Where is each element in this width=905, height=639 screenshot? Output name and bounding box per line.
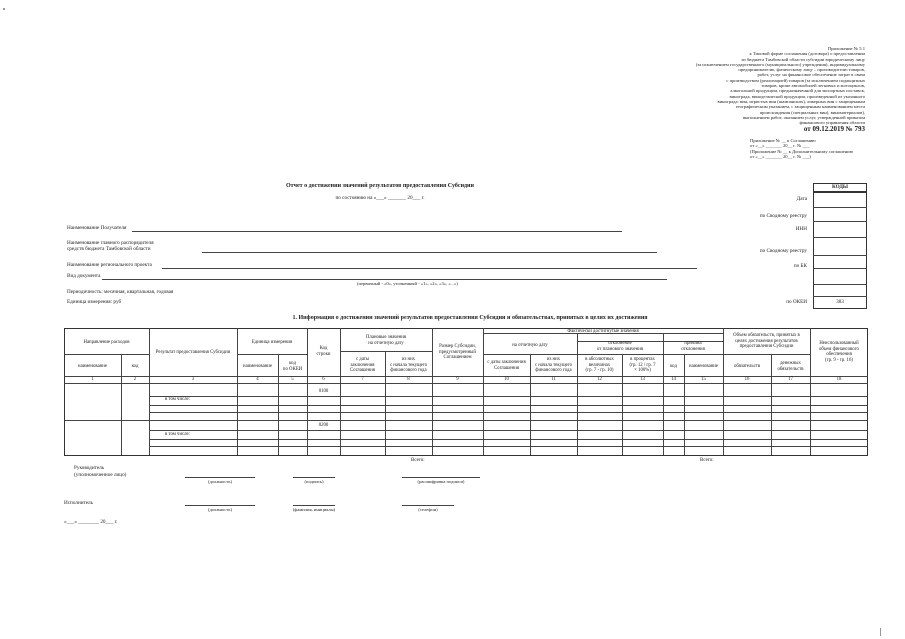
total-label: Всего: [700,458,714,463]
body-row-line [149,405,484,406]
h-linecode-1: Код [319,346,328,351]
h-unused [810,341,868,363]
h-plan-b1: из них [401,357,416,362]
col-number: 18 [836,377,842,382]
h-linecode [307,346,340,357]
body-row-line [483,439,868,440]
col-number: 6 [322,377,325,382]
label-svodny2: по Сводному реестру [759,248,807,254]
exec-line-fio [293,505,335,506]
h-plan-a3: Соглашения [349,368,375,374]
h-reason-1: причина [684,341,702,346]
attachment-line: (Приложение № __ к Дополнительному соглашению [750,148,854,154]
h-unit-okei-1: код [289,361,296,366]
attachment-block [750,138,870,159]
h-dev-a2: величинах [588,362,611,368]
code-cell-divider [813,284,867,285]
gr-line [202,252,657,253]
h-dev [577,341,663,352]
h-result: Результат предоставления Субсидии [155,350,231,355]
h-reason-name: наименование [689,364,718,369]
h-dev-1: отклонение [608,341,632,346]
total-label: Всего: [411,458,425,463]
h-unit: Единица измерения [251,340,293,345]
including-label: в том числе: [165,432,191,437]
sig-line-position [185,477,255,478]
label-project: Наименование регионального проекта [67,262,152,268]
h-dev-b1: в процентах [630,357,655,362]
col-number: 1 [91,377,94,382]
col-line [149,328,150,455]
appendix-line: алкогольной продукции, предназначенной для экспортных поставок, [730,88,865,94]
h-obl-b1: денежных [780,361,801,366]
h-fact: Фактически достигнутые значения [567,329,639,334]
h-plan-b [385,357,432,374]
code-cell-divider [813,207,867,208]
h-plan-b2: с начала текущего [389,362,428,368]
col-number: 17 [788,377,793,382]
h-linecode-2: строки [316,351,331,357]
h-size-2: предусмотренный [439,349,476,355]
h-plan-a2: заключения [350,362,375,368]
h-size [432,344,483,361]
h-size-3: Соглашением [443,355,472,361]
sig-executor: Исполнитель [64,500,94,506]
row-code: 0100 [318,389,329,394]
h-dev-b3: × 100%) [634,368,651,374]
h-plan-a1: с даты [355,357,370,362]
h-plan-a [340,357,385,374]
exec-line-position [185,505,255,506]
label-doc-type: Вид документа [67,273,101,279]
sig-line-signature [293,477,335,478]
h-obl-a: обязательств [733,364,761,369]
label-okei: по ОКЕИ [786,299,807,305]
col-number: 2 [133,377,137,382]
scan-mark [3,8,5,10]
body-row-line [149,412,868,413]
sub-header-line [237,354,307,355]
appendix-line: Приложение № 5.1 [827,46,865,51]
body-row-line [483,430,868,431]
h-fact-b2: с начала текущего [534,362,573,368]
code-cell-divider [813,237,867,238]
h-unused-3: обеспечения [826,352,852,358]
h-reason-2: отклонения [681,346,705,352]
h-unused-4: (гр. 9 - гр. 16) [825,357,853,363]
label-gr-2: средств бюджета Тамбовской области [67,246,151,252]
scan-mark [880,628,881,636]
h-dev-a3: (гр. 7 - гр. 10) [585,368,614,374]
appendix-line: товаров, кроме автомобилей легковых и мотоциклов, [761,83,865,89]
body-row-line [149,439,484,440]
h-plan-2: на отчетную дату [368,340,404,346]
doc-type-hint: (первичный - «0», уточненный - «1», «2», «3», «...») [357,281,458,286]
h-obl-1: Объем обязательств, принятых в [733,333,800,338]
h-fact-b3: финансового года [535,368,572,374]
col-number: 14 [671,377,676,382]
recipient-line [132,231,622,232]
h-obl-b2: обязательств [777,366,804,372]
col-number-divider [64,383,868,384]
appendix-block [620,46,865,133]
h-name: наименование [78,364,107,369]
h-fact-a1: с даты заключения [487,360,526,365]
col-number: 11 [551,377,556,382]
body-row-line [483,396,868,397]
sig-head-1: Руководитель [74,465,105,471]
col-number: 4 [256,377,259,382]
sig-caption-signature: (подпись) [304,479,324,484]
col-line [340,328,341,455]
sub-header-line [483,354,723,355]
sig-caption-decoding: (расшифровка подписи) [417,479,465,484]
h-obl-3: предоставления Субсидии [739,344,794,350]
h-fact-a [483,360,530,371]
section-title: 1. Информация о достижении значений результатов предоставления Субсидии и обязательствах, принятых в целях их достижения [292,315,648,321]
col-number: 15 [701,377,706,382]
codes-header [813,183,867,192]
label-svodny: по Сводному реестру [759,213,807,219]
appendix-line: к Типовой форме соглашения (договора) о предоставлении [749,51,865,57]
col-number: 16 [744,377,750,382]
h-reason-code: код [670,364,677,369]
label-periodicity: Периодичность: месячная, квартальная, годовая [67,289,174,295]
body-row-line [149,396,484,397]
sub-header-line [64,354,149,355]
col-number: 9 [456,377,459,382]
sig-caption-position: (должность) [207,479,233,484]
h-dev-a1: в абсолютных [585,357,614,362]
h-obl [723,333,810,350]
label-gr-1: Наименование главного распорядителя [67,240,154,246]
col-line [237,328,238,455]
col-number: 7 [361,377,364,382]
sub-header-line [340,351,432,352]
h-unused-1: Неиспользованный [819,341,859,346]
h-fact-b [530,357,577,374]
appendix-line: винограда, винодельческой продукции, произведенной из указанного [729,93,865,99]
appendix-line: из бюджета Тамбовской области субсидии юридическому лицу [741,56,865,62]
code-cell-divider [813,268,867,269]
appendix-line: финансового управления области [799,120,865,126]
h-reason [663,341,723,352]
h-dev-b2: (гр. 12 / гр. 7 [629,362,656,368]
h-dev-b [622,357,663,374]
h-code: код [131,364,139,369]
code-cell-divider [813,221,867,222]
doc-type-line [102,279,667,280]
appendix-line: происхождения (специальных вин), виноматериалов), [759,109,865,115]
h-unit-name: наименование [243,364,272,369]
sig-line-decoding [402,477,480,478]
col-number: 5 [291,377,294,382]
codes-column [813,192,867,309]
h-dev-2: от планового значения [596,346,644,352]
appendix-line: географическим указанием, с защищенным наименованием места [735,104,865,110]
h-dev-a [577,357,622,374]
h-obl-2: целях достижения результатов [735,338,798,344]
label-inn: ИНН [795,226,807,232]
appendix-line: предпринимателю, физическому лицу – производителю товаров, [738,67,865,73]
appendix-line: (за исключением государственного (муниципального) учреждения), индивидуальному [695,61,865,67]
appendix-line: работ, услуг на финансовое обеспечение затрат в связи [757,72,865,78]
body-row-line [149,446,868,447]
h-plan-1: Плановые значения [365,335,407,340]
h-unit-okei-2: по ОКЕИ [282,366,303,372]
report-as-of: по состоянию на «___» _______ 20___ г. [335,195,425,201]
sub-header-line [723,354,810,355]
row-code: 0200 [318,423,329,428]
h-unused-2: объем финансового [819,346,859,352]
body-row-line [149,430,484,431]
including-label: в том числе: [165,397,191,402]
attachment-line: от «__» _______ 20__ г. № ___ [750,143,810,149]
code-cell-divider [813,296,867,297]
col-number: 12 [597,377,602,382]
appendix-line: винограда: вин, игристых вин (шампанских), ликерных вин с защищенным [717,98,865,104]
label-bk: по БК [793,263,807,269]
body-row-line [483,405,868,406]
label-recipient: Наименование Получателя [67,225,127,231]
h-direction: Направление расходов [83,340,130,345]
label-unit: Единица измерения: руб [67,299,122,305]
col-number: 8 [407,377,410,382]
codes-header-label: КОДЫ [831,184,849,190]
appendix-line: с производством (реализацией) товаров (за исключением подакцизных [726,77,865,83]
attachment-line: Приложение № __ к Соглашению [750,138,816,143]
code-cell-divider [813,255,867,256]
col-number: 10 [504,377,509,382]
h-size-1: Размер Субсидии, [439,344,476,349]
col-number: 13 [640,377,645,382]
body-group-line [64,420,868,421]
appendix-line: выполнением работ, оказанием услуг, утвержденной приказом [742,114,865,120]
h-plan [340,335,432,346]
exec-line-phone [402,505,454,506]
col-number: 3 [191,377,195,382]
attachment-line: от «__» _______ 20__ г. № ___) [750,153,811,159]
okei-value: 383 [836,299,844,305]
exec-caption-fio: (фамилия, инициалы) [292,507,336,512]
exec-caption-position: (должность) [207,507,233,512]
sig-date: «___» ________ 20___ г. [64,519,118,525]
h-fact-a2: Соглашения [493,365,519,371]
exec-caption-phone: (телефон) [418,507,438,512]
sig-head-2: (уполномоченное лицо) [74,472,127,478]
appendix-order-line: от 09.12.2019 № 793 [803,125,865,134]
h-unit-okei [278,361,307,372]
label-date: Дата [796,196,807,202]
project-line [162,268,697,269]
h-fact-date: на отчетную дату [512,343,548,348]
report-title: Отчет о достижении значений результатов предоставления Субсидии [286,183,474,189]
h-obl-b [771,361,810,372]
h-plan-b3: финансового года [390,368,427,374]
h-fact-b1: из них [546,357,561,362]
